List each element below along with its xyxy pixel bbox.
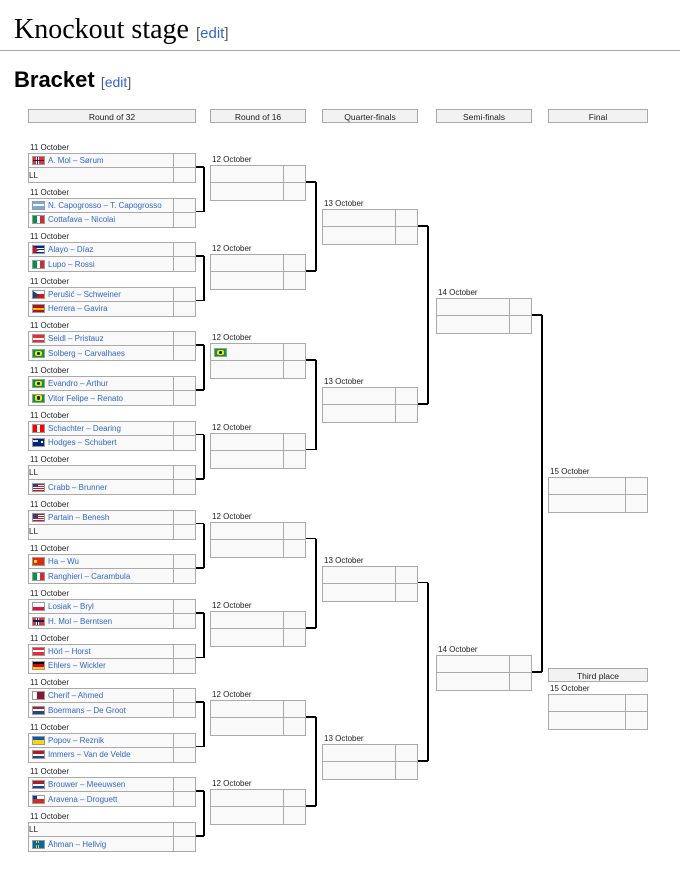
connector-v bbox=[203, 791, 205, 836]
team-name[interactable]: Crabb – Brunner bbox=[48, 482, 108, 492]
match-date-qf-1: 13 October bbox=[324, 199, 364, 208]
bracket-row bbox=[549, 478, 647, 495]
flag-icon bbox=[32, 617, 45, 626]
set-score-1 bbox=[283, 540, 305, 557]
connector-v bbox=[203, 702, 205, 747]
connector-v bbox=[541, 315, 543, 672]
bracket-row bbox=[211, 451, 305, 468]
match-qf-4[interactable] bbox=[322, 744, 418, 780]
set-score-1 bbox=[509, 316, 531, 333]
team-name: LL bbox=[29, 170, 38, 180]
set-score-1 bbox=[625, 695, 647, 711]
match-date-r32-15: 11 October bbox=[30, 767, 69, 777]
match-r32-9[interactable] bbox=[28, 510, 196, 540]
bracket-open: [ bbox=[195, 25, 201, 42]
set-score-1 bbox=[173, 689, 195, 702]
bracket-row bbox=[29, 703, 195, 717]
bracket-row bbox=[323, 227, 417, 244]
match-date-sf-2: 14 October bbox=[438, 645, 478, 654]
flag-icon bbox=[32, 647, 45, 656]
bracket-row bbox=[437, 316, 531, 333]
match-r32-3[interactable] bbox=[28, 242, 196, 272]
flag-icon bbox=[32, 736, 45, 745]
bracket-row bbox=[29, 288, 195, 302]
match-r32-13[interactable] bbox=[28, 688, 196, 718]
set-score-1 bbox=[173, 302, 195, 316]
set-score-1 bbox=[625, 495, 647, 512]
match-r16-2[interactable] bbox=[210, 254, 306, 290]
match-date-r32-13: 11 October bbox=[30, 678, 69, 688]
match-r32-10[interactable] bbox=[28, 554, 196, 584]
flag-icon bbox=[32, 691, 45, 700]
set-score-1 bbox=[625, 478, 647, 494]
set-score-1 bbox=[283, 272, 305, 289]
match-date-r32-6: 11 October bbox=[30, 366, 69, 375]
match-r16-5[interactable] bbox=[210, 522, 306, 558]
team-name[interactable]: Perušić – Schweiner bbox=[48, 289, 121, 299]
match-date-r32-14: 11 October bbox=[30, 722, 69, 732]
set-score-1 bbox=[173, 703, 195, 717]
match-date-final: 15 October bbox=[550, 467, 590, 476]
team-name[interactable]: Popov – Reznik bbox=[48, 735, 105, 745]
set-score-1 bbox=[283, 807, 305, 824]
match-date-r16-2: 12 October bbox=[212, 244, 252, 254]
match-date-r16-5: 12 October bbox=[212, 511, 252, 521]
match-date-r32-2: 11 October bbox=[30, 187, 69, 197]
match-date-r32-10: 11 October bbox=[30, 544, 69, 554]
team-name[interactable]: Cherif – Ahmed bbox=[48, 691, 104, 701]
match-date-r32-4: 11 October bbox=[30, 276, 69, 286]
team-name[interactable]: Ranghieri – Carambula bbox=[48, 571, 131, 581]
bracket-row bbox=[29, 422, 195, 436]
edit-bracket-link[interactable] bbox=[101, 74, 131, 90]
bracket-row bbox=[29, 346, 195, 360]
flag-icon bbox=[32, 661, 45, 670]
match-r16-3[interactable] bbox=[210, 343, 306, 379]
page-title bbox=[0, 0, 680, 51]
flag-icon bbox=[32, 750, 45, 759]
set-score-1 bbox=[173, 391, 195, 405]
set-score-1 bbox=[283, 612, 305, 628]
set-score-1 bbox=[395, 745, 417, 761]
set-score-1 bbox=[173, 377, 195, 390]
set-score-1 bbox=[173, 555, 195, 568]
match-sf-1[interactable] bbox=[436, 298, 532, 334]
bracket-close-2: ] bbox=[127, 74, 132, 90]
connector-v bbox=[203, 256, 205, 301]
set-score-1 bbox=[173, 257, 195, 271]
connector-v bbox=[203, 167, 205, 212]
set-score-1 bbox=[173, 645, 195, 658]
bracket-row bbox=[323, 388, 417, 405]
team-name[interactable]: Hörl – Horst bbox=[48, 646, 91, 656]
team-name[interactable]: Immers – Van de Velde bbox=[48, 750, 131, 760]
team-name[interactable]: Åhman – Hellvig bbox=[48, 839, 107, 849]
flag-icon bbox=[32, 379, 45, 388]
match-date-r32-3: 11 October bbox=[30, 232, 69, 242]
bracket-row bbox=[211, 540, 305, 557]
set-score-1 bbox=[173, 600, 195, 613]
set-score-1 bbox=[283, 718, 305, 735]
flag-icon bbox=[32, 394, 45, 403]
match-r32-4[interactable] bbox=[28, 287, 196, 317]
round-header-5: Final bbox=[548, 109, 648, 123]
team-name[interactable]: Seidl – Pristauz bbox=[48, 334, 104, 344]
team-name[interactable]: Brouwer – Meeuwsen bbox=[48, 780, 126, 790]
bracket-row bbox=[29, 778, 195, 792]
connector-v bbox=[315, 182, 317, 271]
team-name[interactable]: Losiak – Bryl bbox=[48, 602, 94, 611]
match-date-r32-9: 11 October bbox=[30, 499, 69, 509]
connector-v bbox=[315, 539, 317, 628]
flag-icon bbox=[32, 304, 45, 313]
set-score-1 bbox=[173, 346, 195, 360]
bracket-row bbox=[211, 523, 305, 540]
match-date-qf-2: 13 October bbox=[324, 377, 364, 387]
set-score-1 bbox=[173, 243, 195, 256]
team-name: LL bbox=[29, 468, 38, 478]
set-score-1 bbox=[283, 255, 305, 271]
match-r32-8[interactable] bbox=[28, 465, 196, 495]
match-r16-6[interactable] bbox=[210, 611, 306, 647]
set-score-1 bbox=[173, 837, 195, 851]
set-score-1 bbox=[173, 213, 195, 227]
flag-icon bbox=[32, 795, 45, 804]
set-score-1 bbox=[395, 762, 417, 779]
match-date-third-place: 15 October bbox=[550, 684, 590, 693]
set-score-1 bbox=[173, 154, 195, 167]
bracket-row bbox=[29, 748, 195, 762]
connector-v bbox=[315, 360, 317, 449]
team-name[interactable]: Schachter – Dearing bbox=[48, 423, 121, 433]
match-r32-16[interactable] bbox=[28, 822, 196, 852]
bracket-row bbox=[211, 272, 305, 289]
bracket-row bbox=[211, 255, 305, 272]
bracket-row bbox=[323, 762, 417, 779]
bracket-row bbox=[29, 614, 195, 628]
flag-icon bbox=[32, 483, 45, 492]
bracket-row bbox=[29, 823, 195, 837]
team-name[interactable]: A. Mol – Sørum bbox=[48, 156, 104, 165]
match-r32-7[interactable] bbox=[28, 421, 196, 451]
set-score-1 bbox=[283, 183, 305, 200]
bracket-row bbox=[211, 434, 305, 451]
match-r32-11[interactable] bbox=[28, 599, 196, 629]
team-name[interactable]: Alayo – Díaz bbox=[48, 245, 94, 255]
bracket-row bbox=[29, 659, 195, 673]
set-score-1 bbox=[173, 199, 195, 212]
match-date-r32-8: 11 October bbox=[30, 455, 69, 465]
flag-icon bbox=[32, 513, 45, 522]
set-score-1 bbox=[173, 422, 195, 435]
flag-icon bbox=[32, 840, 45, 849]
round-header-4: Semi-finals bbox=[436, 109, 532, 123]
match-date-r32-12: 11 October bbox=[30, 633, 69, 643]
set-score-1 bbox=[509, 673, 531, 690]
bracket-row bbox=[29, 480, 195, 494]
bracket-row bbox=[29, 600, 195, 614]
match-date-r16-1: 12 October bbox=[212, 155, 252, 164]
flag-icon bbox=[32, 290, 45, 299]
bracket-open-2: [ bbox=[100, 74, 105, 90]
round-header-third-place: Third place bbox=[548, 668, 648, 682]
team-name: LL bbox=[29, 825, 38, 834]
set-score-1 bbox=[509, 656, 531, 672]
team-name[interactable]: Cottafava – Nicolai bbox=[48, 215, 116, 225]
bracket-row bbox=[323, 405, 417, 422]
match-sf-2[interactable] bbox=[436, 655, 532, 691]
bracket-row bbox=[211, 361, 305, 378]
set-score-1 bbox=[173, 511, 195, 524]
match-qf-1[interactable] bbox=[322, 209, 418, 245]
team-name[interactable]: H. Mol – Berntsen bbox=[48, 616, 113, 626]
set-score-1 bbox=[173, 436, 195, 450]
round-header-1: Round of 32 bbox=[28, 109, 196, 123]
bracket-row bbox=[211, 629, 305, 646]
page-title-text: Knockout stage bbox=[14, 14, 189, 45]
flag-icon bbox=[32, 602, 45, 611]
bracket-row bbox=[211, 790, 305, 807]
flag-icon bbox=[32, 438, 45, 447]
flag-icon bbox=[32, 706, 45, 715]
match-r32-1[interactable] bbox=[28, 153, 196, 183]
bracket-row bbox=[29, 734, 195, 748]
connector-v bbox=[427, 226, 429, 404]
bracket-row bbox=[29, 436, 195, 450]
flag-icon bbox=[32, 201, 45, 210]
connector-v bbox=[315, 717, 317, 806]
bracket-row bbox=[211, 183, 305, 200]
bracket-row bbox=[437, 656, 531, 673]
set-score-1 bbox=[283, 361, 305, 378]
set-score-1 bbox=[283, 451, 305, 468]
connector-v bbox=[427, 583, 429, 761]
set-score-1 bbox=[173, 332, 195, 345]
match-date-r32-7: 11 October bbox=[30, 410, 69, 420]
match-date-sf-1: 14 October bbox=[438, 288, 478, 297]
bracket-row bbox=[29, 243, 195, 257]
bracket-row bbox=[29, 525, 195, 539]
match-date-r16-4: 12 October bbox=[212, 422, 252, 432]
match-date-r16-6: 12 October bbox=[212, 601, 252, 610]
team-name[interactable]: Boermans – De Groot bbox=[48, 705, 126, 715]
flag-icon bbox=[214, 348, 227, 357]
match-date-r32-11: 11 October bbox=[30, 589, 69, 598]
bracket-row bbox=[211, 166, 305, 183]
bracket-row bbox=[29, 332, 195, 346]
bracket-row bbox=[29, 154, 195, 168]
bracket-row bbox=[211, 718, 305, 735]
set-score-1 bbox=[395, 388, 417, 404]
bracket-row bbox=[29, 837, 195, 851]
team-name[interactable]: Aravena – Droguett bbox=[48, 794, 118, 804]
set-score-1 bbox=[395, 210, 417, 226]
bracket-row bbox=[29, 792, 195, 806]
match-third-place[interactable] bbox=[548, 694, 648, 730]
bracket-row bbox=[29, 689, 195, 703]
team-name: LL bbox=[29, 527, 38, 537]
bracket-heading-text: Bracket bbox=[14, 67, 95, 92]
match-r16-8[interactable] bbox=[210, 789, 306, 825]
bracket-row bbox=[29, 391, 195, 405]
bracket-row bbox=[29, 257, 195, 271]
set-score-1 bbox=[395, 584, 417, 601]
bracket-row bbox=[29, 555, 195, 569]
match-r16-7[interactable] bbox=[210, 700, 306, 736]
set-score-1 bbox=[173, 569, 195, 583]
bracket-row bbox=[29, 302, 195, 316]
bracket-row bbox=[29, 213, 195, 227]
flag-icon bbox=[32, 572, 45, 581]
bracket-row bbox=[549, 495, 647, 512]
round-header-3: Quarter-finals bbox=[322, 109, 418, 123]
edit-label-2[interactable]: edit bbox=[104, 74, 128, 90]
bracket-row bbox=[211, 612, 305, 629]
match-r32-12[interactable] bbox=[28, 644, 196, 674]
flag-icon bbox=[32, 156, 45, 165]
set-score-1 bbox=[173, 734, 195, 747]
set-score-1 bbox=[173, 659, 195, 673]
team-name[interactable]: Lupo – Rossi bbox=[48, 259, 95, 269]
match-date-r32-16: 11 October bbox=[30, 812, 69, 821]
match-date-r32-1: 11 October bbox=[30, 143, 69, 152]
connector-v bbox=[203, 435, 205, 480]
round-header-2: Round of 16 bbox=[210, 109, 306, 123]
match-final[interactable] bbox=[548, 477, 648, 513]
bracket-row bbox=[211, 344, 305, 361]
bracket-row bbox=[549, 712, 647, 729]
match-date-qf-3: 13 October bbox=[324, 555, 364, 565]
set-score-1 bbox=[173, 168, 195, 182]
bracket-row bbox=[29, 645, 195, 659]
set-score-1 bbox=[509, 299, 531, 315]
bracket-row bbox=[437, 673, 531, 690]
bracket-row bbox=[549, 695, 647, 712]
set-score-1 bbox=[283, 629, 305, 646]
flag-icon bbox=[32, 260, 45, 269]
flag-icon bbox=[32, 215, 45, 224]
team-name[interactable]: Partain – Benesh bbox=[48, 512, 110, 522]
set-score-1 bbox=[173, 614, 195, 628]
bracket-row bbox=[323, 584, 417, 601]
set-score-1 bbox=[173, 792, 195, 806]
match-r32-6[interactable] bbox=[28, 376, 196, 406]
flag-icon bbox=[32, 349, 45, 358]
match-date-qf-4: 13 October bbox=[324, 734, 364, 744]
bracket-heading bbox=[0, 51, 680, 99]
set-score-1 bbox=[395, 227, 417, 244]
bracket-row bbox=[323, 210, 417, 227]
set-score-1 bbox=[395, 567, 417, 583]
bracket-row bbox=[29, 511, 195, 525]
bracket-row bbox=[323, 567, 417, 584]
flag-icon bbox=[32, 557, 45, 566]
set-score-1 bbox=[173, 480, 195, 494]
match-qf-2[interactable] bbox=[322, 387, 418, 423]
team-name[interactable]: Evandro – Arthur bbox=[48, 379, 109, 388]
bracket-row bbox=[29, 199, 195, 213]
set-score-1 bbox=[625, 712, 647, 729]
match-qf-3[interactable] bbox=[322, 566, 418, 602]
bracket-row bbox=[29, 168, 195, 182]
edit-section-link[interactable] bbox=[196, 25, 229, 42]
set-score-1 bbox=[283, 790, 305, 806]
bracket-row bbox=[437, 299, 531, 316]
flag-icon bbox=[32, 245, 45, 254]
match-date-r16-7: 12 October bbox=[212, 690, 252, 700]
connector-v bbox=[203, 345, 205, 390]
match-r32-2[interactable] bbox=[28, 198, 196, 228]
connector-v bbox=[203, 613, 205, 658]
set-score-1 bbox=[173, 288, 195, 301]
match-date-r16-3: 12 October bbox=[212, 333, 252, 343]
match-r16-1[interactable] bbox=[210, 165, 306, 201]
team-name[interactable]: Hodges – Schubert bbox=[48, 438, 117, 448]
set-score-1 bbox=[283, 434, 305, 450]
team-name[interactable]: Solberg – Carvalhaes bbox=[48, 348, 125, 358]
bracket-row bbox=[29, 569, 195, 583]
bracket-close: ] bbox=[224, 25, 229, 42]
match-r32-5[interactable] bbox=[28, 331, 196, 361]
team-name[interactable]: Ha – Wu bbox=[48, 557, 79, 567]
tournament-bracket bbox=[0, 103, 680, 863]
set-score-1 bbox=[173, 748, 195, 762]
set-score-1 bbox=[173, 525, 195, 539]
bracket-row bbox=[211, 701, 305, 718]
bracket-row bbox=[323, 745, 417, 762]
team-name[interactable]: Ehlers – Wickler bbox=[48, 661, 106, 671]
set-score-1 bbox=[173, 466, 195, 479]
flag-icon bbox=[32, 780, 45, 789]
set-score-1 bbox=[283, 523, 305, 539]
set-score-1 bbox=[283, 701, 305, 717]
bracket-row bbox=[211, 807, 305, 824]
flag-icon bbox=[32, 424, 45, 433]
match-r32-15[interactable] bbox=[28, 777, 196, 807]
flag-icon bbox=[32, 334, 45, 343]
team-name[interactable]: N. Capogrosso – T. Capogrosso bbox=[48, 200, 162, 210]
match-r16-4[interactable] bbox=[210, 433, 306, 469]
bracket-row bbox=[29, 377, 195, 391]
set-score-1 bbox=[173, 778, 195, 791]
set-score-1 bbox=[283, 166, 305, 182]
match-r32-14[interactable] bbox=[28, 733, 196, 763]
set-score-1 bbox=[173, 823, 195, 836]
bracket-row bbox=[29, 466, 195, 480]
set-score-1 bbox=[395, 405, 417, 422]
edit-label[interactable]: edit bbox=[200, 25, 225, 42]
team-name[interactable]: Vitor Felipe – Renato bbox=[48, 393, 124, 403]
match-date-r16-8: 12 October bbox=[212, 779, 252, 789]
team-name[interactable]: Herrera – Gavira bbox=[48, 304, 108, 314]
set-score-1 bbox=[283, 344, 305, 360]
match-date-r32-5: 11 October bbox=[30, 321, 69, 331]
connector-v bbox=[203, 524, 205, 569]
